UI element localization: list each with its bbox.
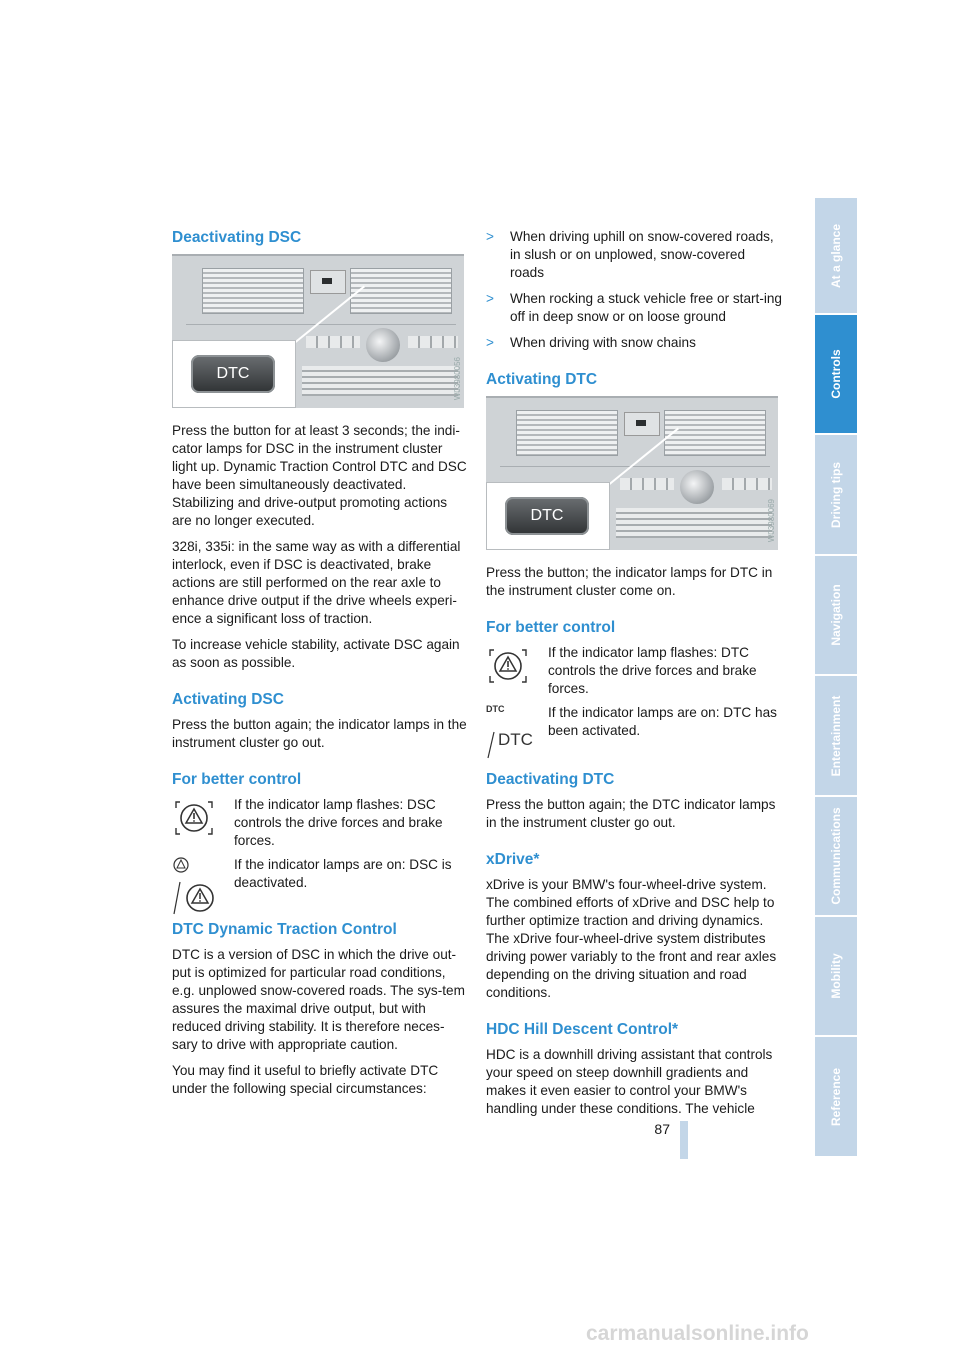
heading-deactivating-dtc: Deactivating DTC — [486, 771, 615, 788]
page-marker-bar — [680, 1121, 688, 1159]
bullet-mark: > — [486, 291, 494, 306]
dtc-warning-icon — [486, 644, 536, 693]
bullet-mark: > — [486, 335, 494, 350]
tab-navigation[interactable]: Navigation — [815, 556, 857, 674]
dtc-p2: You may find it useful to briefly activate DTC under the following special circumstances: — [172, 1063, 439, 1096]
list-item: > When driving with snow chains — [486, 335, 696, 350]
dsc-deactivated-item — [172, 856, 468, 914]
dtc-button-image: DTC — [505, 497, 589, 535]
dtc-large-icon: DTC — [498, 730, 533, 749]
dtc-flashing-text: If the indicator lamp flashes: DTC controls the drive forces and brake forces. — [548, 645, 757, 696]
page-number: 87 — [654, 1121, 670, 1137]
dtc-button-figure — [172, 254, 464, 408]
heading-dtc: DTC Dynamic Traction Control — [172, 921, 397, 938]
air-vent-left — [202, 268, 304, 314]
tab-at-a-glance[interactable]: At a glance — [815, 198, 857, 313]
dsc-deactivated-text: If the indicator lamps are on: DSC is deactivated. — [234, 857, 452, 890]
air-vent-right — [664, 410, 766, 456]
tab-entertainment[interactable]: Entertainment — [815, 676, 857, 795]
dtc-activated-item — [486, 704, 782, 762]
dtc-button-figure — [486, 396, 778, 550]
tab-driving-tips[interactable]: Driving tips — [815, 435, 857, 554]
heading-deactivating-dsc: Deactivating DSC — [172, 229, 302, 246]
figure-code: W03980056 — [453, 356, 462, 400]
activating-dsc-p1: Press the button again; the indicator lamps in the instrument cluster go out. — [172, 717, 467, 750]
dsc-flashing-item — [172, 796, 468, 850]
xdrive-p1: xDrive is your BMW's four-wheel-drive system. The combined efforts of xDrive and DSC help to further optimize traction and driving dynamics. The xDrive four-wheel-drive system distributes driving power variably to the front and rear axles depending on the driving situation and road conditions. — [486, 877, 777, 1000]
footer-watermark: carmanualsonline.info — [586, 1322, 809, 1345]
deactivating-dtc-p1: Press the button again; the DTC indicator lamps in the instrument cluster go out. — [486, 797, 776, 830]
list-item: > When driving uphill on snow-covered roads, in slush or on unplowed, snow-covered roads — [486, 229, 774, 280]
left-column — [172, 228, 468, 1106]
dtc-indicator-icons — [486, 704, 540, 760]
heading-activating-dtc: Activating DTC — [486, 371, 598, 388]
control-knob — [366, 328, 400, 362]
dsc-off-icons — [172, 856, 222, 921]
heading-hdc: HDC Hill Descent Control* — [486, 1021, 679, 1038]
dsc-warning-icon — [172, 796, 222, 845]
dtc-flashing-item — [486, 644, 782, 698]
figure-code: W03980069 — [767, 498, 776, 542]
heading-better-control-dtc: For better control — [486, 619, 616, 636]
deactivating-dsc-p3: To increase vehicle stability, activate DSC again as soon as possible. — [172, 637, 460, 670]
dtc-p1: DTC is a version of DSC in which the drive out-put is optimized for particular road conditions, e.g. unplowed snow-covered roads. The sys-tem assures the maximal drive output, but with reduced driving stability. It is therefore neces-sary to drive with appropriate caution. — [172, 947, 465, 1052]
heading-activating-dsc: Activating DSC — [172, 691, 284, 708]
activating-dtc-p1: Press the button; the indicator lamps for DTC in the instrument cluster come on. — [486, 565, 773, 598]
dtc-small-icon: DTC — [486, 704, 505, 714]
dtc-button-callout — [172, 340, 296, 408]
air-vent-right — [350, 268, 452, 314]
dtc-button-image: DTC — [191, 355, 275, 393]
heading-xdrive: xDrive* — [486, 851, 540, 868]
air-vent-left — [516, 410, 618, 456]
hdc-p1: HDC is a downhill driving assistant that controls your speed on steep downhill gradients and makes it even easier to control your BMW's handling under these conditions. The vehicle — [486, 1047, 773, 1116]
heading-better-control-dsc: For better control — [172, 771, 302, 788]
tab-mobility[interactable]: Mobility — [815, 917, 857, 1035]
tab-controls[interactable]: Controls — [815, 315, 857, 433]
control-knob — [680, 470, 714, 504]
bullet-mark: > — [486, 229, 494, 244]
chapter-tabs — [815, 198, 857, 1158]
dsc-flashing-text: If the indicator lamp flashes: DSC controls the drive forces and brake forces. — [234, 797, 443, 848]
tab-communications[interactable]: Communications — [815, 797, 857, 915]
right-column — [486, 228, 782, 1126]
dtc-activated-text: If the indicator lamps are on: DTC has been activated. — [548, 705, 777, 738]
list-item: > When rocking a stuck vehicle free or start-ing off in deep snow or on loose ground — [486, 291, 782, 324]
deactivating-dsc-p2: 328i, 335i: in the same way as with a differential interlock, even if DSC is deactivated, brake actions are still performed on the rear axle to enhance drive output if the drive wheels experi-ence a significant loss of traction. — [172, 539, 461, 626]
tab-reference[interactable]: Reference — [815, 1037, 857, 1156]
deactivating-dsc-p1: Press the button for at least 3 seconds; the indi-cator lamps for DSC in the instrument cluster light up. Dynamic Traction Control DTC and DSC have been simultaneously deactivated. Stabilizing and drive-output promoting actions are no longer executed. — [172, 423, 467, 528]
dtc-button-callout — [486, 482, 610, 550]
